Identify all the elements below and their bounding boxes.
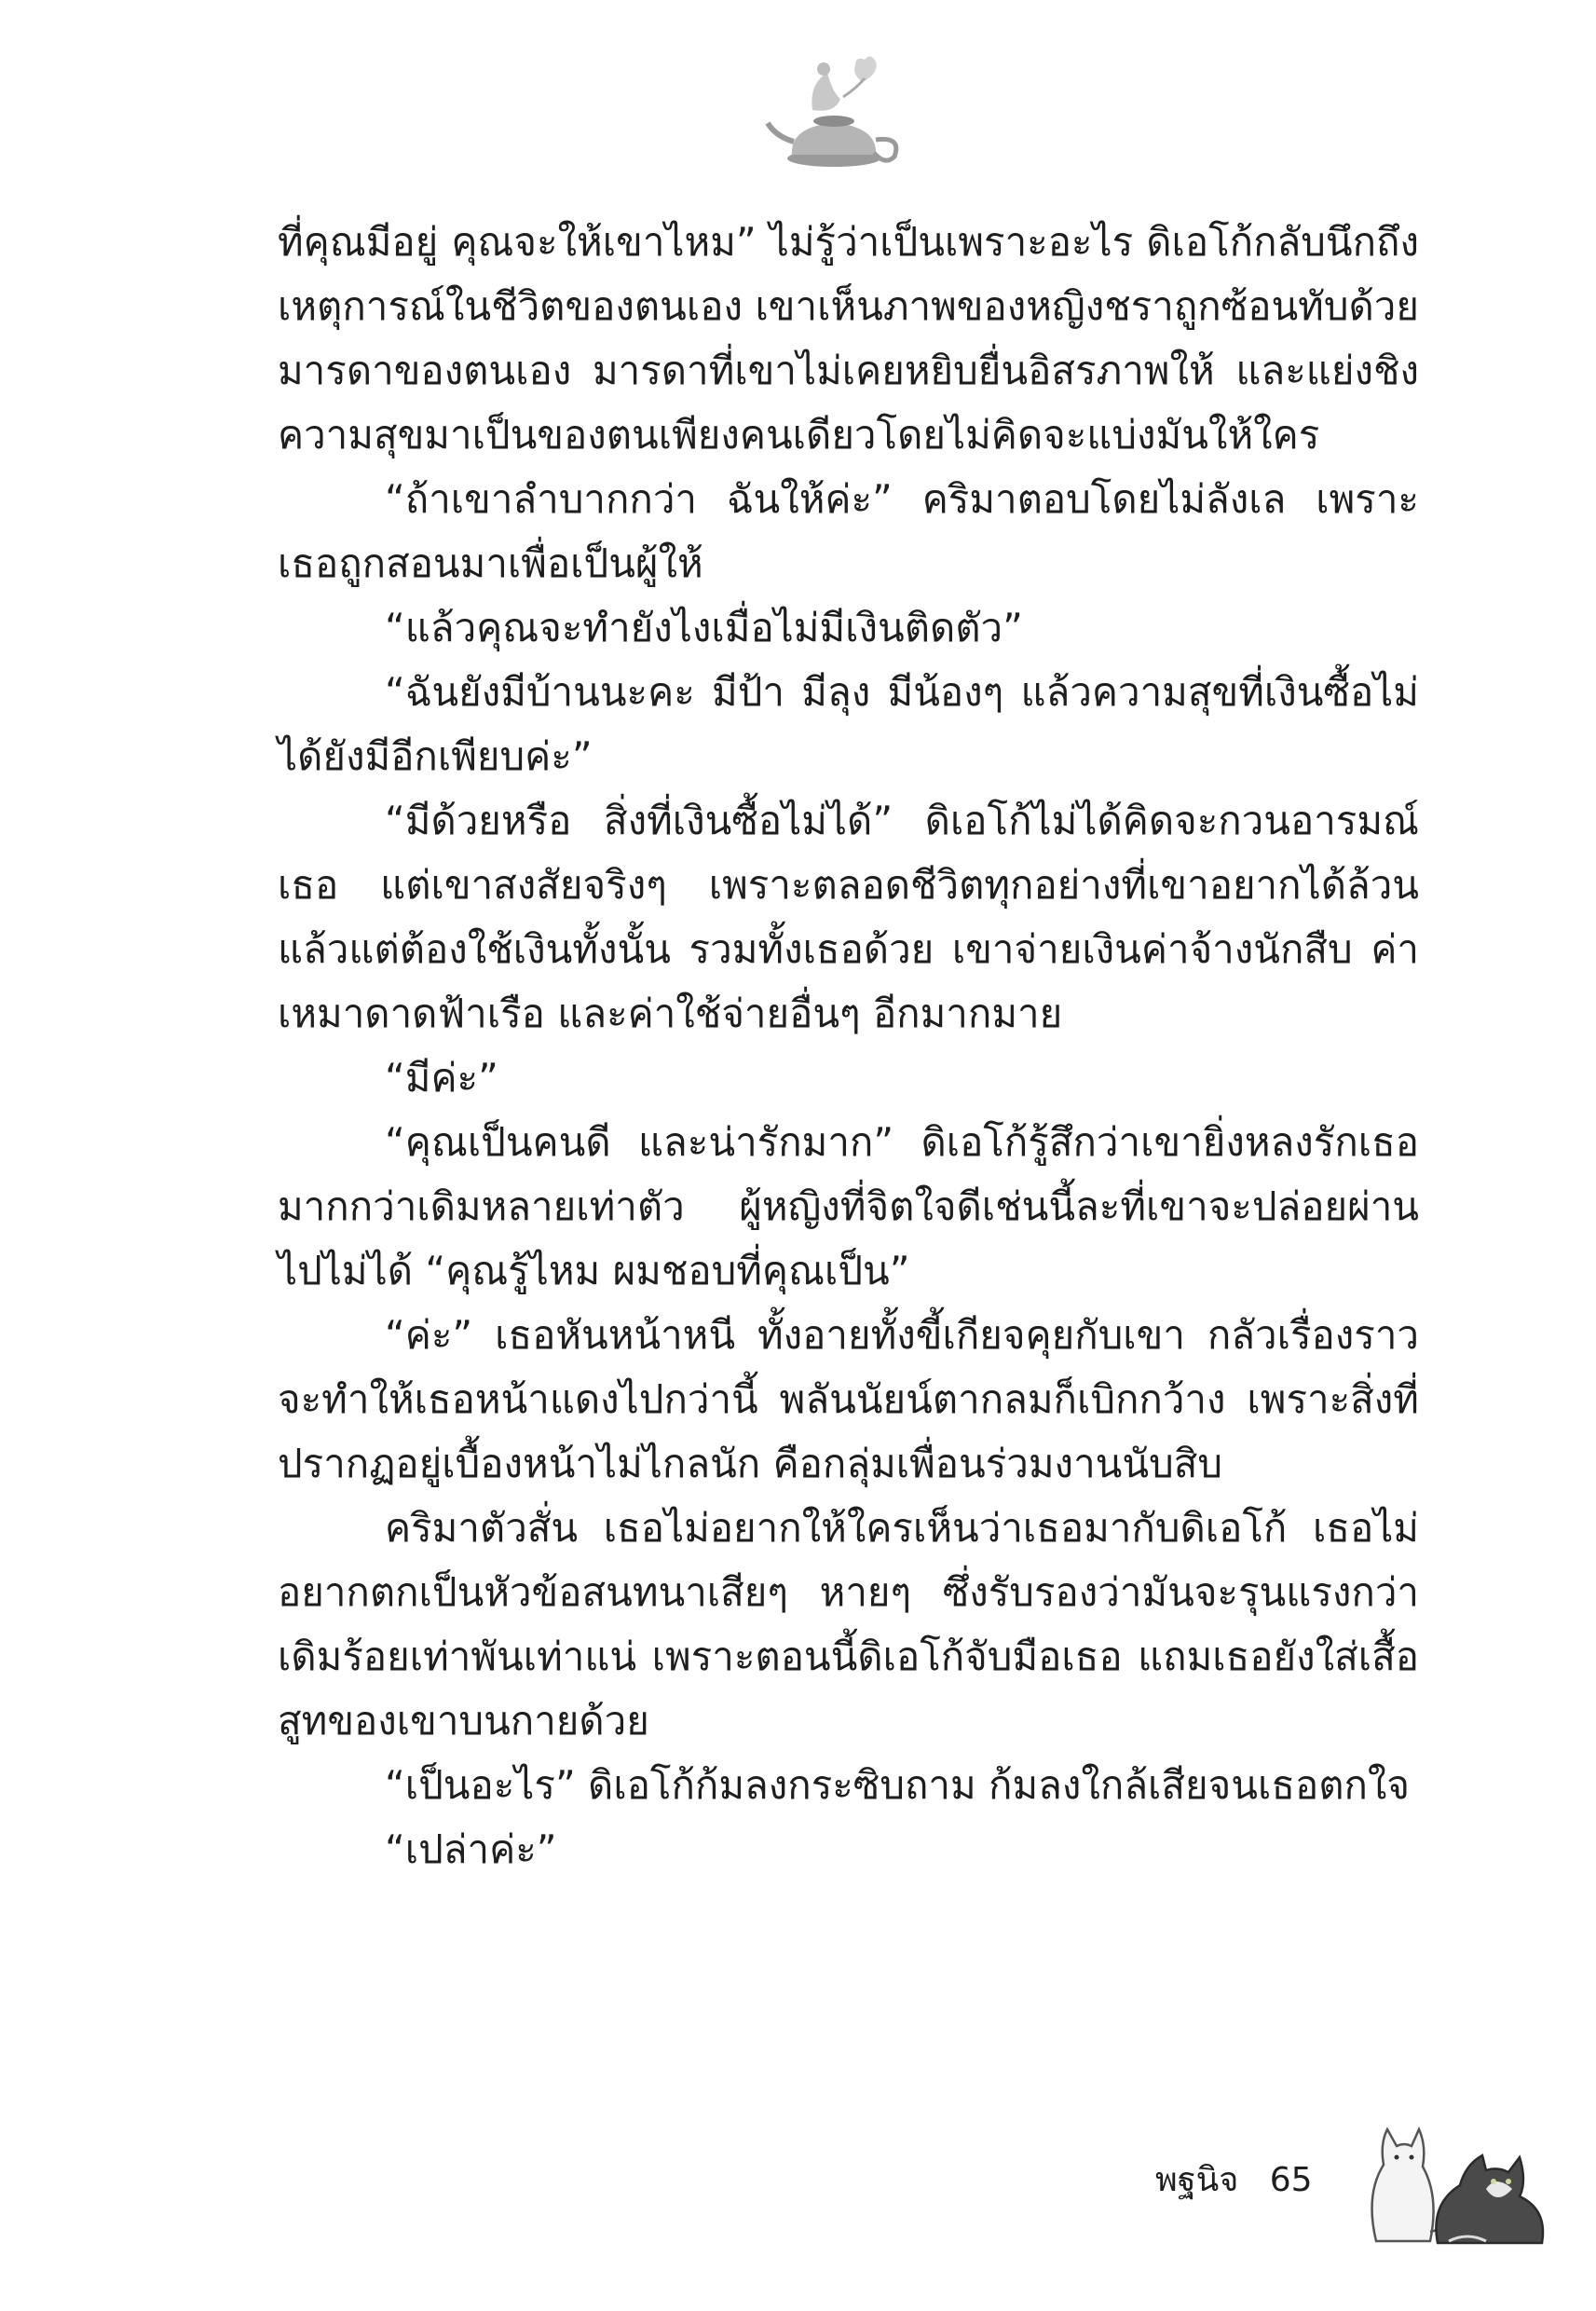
- paragraph-1: ที่คุณมีอยู่ คุณจะให้เขาไหม” ไม่รู้ว่าเป็นเพราะอะไร ดิเอโก้กลับนึกถึงเหตุการณ์ในชีวิตของตนเอง เขาเห็นภาพของหญิงชราถูกซ้อนทับด้วยมารดาของตนเอง มารดาที่เขาไม่เคยหยิบยื่นอิสรภาพให้ และแย่งชิงความสุขมาเป็นของตนเพียงคนเดียวโดยไม่คิดจะแบ่งมันให้ใคร: [278, 219, 1419, 458]
- paragraph-7: “คุณเป็นคนดี และน่ารักมาก” ดิเอโก้รู้สึกว่าเขายิ่งหลงรักเธอมากกว่าเดิมหลายเท่าตัว ผู้หญิงที่จิตใจดีเช่นนี้ละที่เขาจะปล่อยผ่านไปไม่ได้ “คุณรู้ไหม ผมชอบที่คุณเป็น”: [278, 1119, 1419, 1293]
- paragraph-6: “มีค่ะ”: [385, 1055, 498, 1101]
- paragraph-11: “เปล่าค่ะ”: [385, 1826, 557, 1872]
- paragraph-3: “แล้วคุณจะทำยังไงเมื่อไม่มีเงินติดตัว”: [385, 605, 1023, 650]
- paragraph-4: “ฉันยังมีบ้านนะคะ มีป้า มีลุง มีน้องๆ แล้วความสุขที่เงินซื้อไม่ได้ยังมีอีกเพียบค่ะ”: [278, 669, 1419, 779]
- teapot-heart-ornament-icon: [755, 54, 913, 175]
- page-footer: [1155, 2153, 1333, 2206]
- page-number: 65: [1269, 2161, 1313, 2199]
- body-text: [278, 210, 1419, 1881]
- paragraph-8: “ค่ะ” เธอหันหน้าหนี ทั้งอายทั้งขี้เกียจคุยกับเขา กลัวเรื่องราวจะทำให้เธอหน้าแดงไปกว่านี้ พลันนัยน์ตากลมก็เบิกกว้าง เพราะสิ่งที่ปรากฏอยู่เบื้องหน้าไม่ไกลนัก คือกลุ่มเพื่อนร่วมงานนับสิบ: [278, 1312, 1419, 1486]
- paragraph-2: “ถ้าเขาลำบากกว่า ฉันให้ค่ะ” คริมาตอบโดยไม่ลังเล เพราะเธอถูกสอนมาเพื่อเป็นผู้ให้: [278, 476, 1419, 586]
- paragraph-5: “มีด้วยหรือ สิ่งที่เงินซื้อไม่ได้” ดิเอโก้ไม่ได้คิดจะกวนอารมณ์เธอ แต่เขาสงสัยจริงๆ เพราะตลอดชีวิตทุกอย่างที่เขาอยากได้ล้วนแล้วแต่ต้องใช้เงินทั้งนั้น รวมทั้งเธอด้วย เขาจ่ายเงินค่าจ้างนักสืบ ค่าเหมาดาดฟ้าเรือ และค่าใช้จ่ายอื่นๆ อีกมากมาย: [278, 798, 1419, 1036]
- author-name: พฐนิจ: [1155, 2161, 1239, 2199]
- two-cats-icon: [1356, 2092, 1551, 2250]
- paragraph-10: “เป็นอะไร” ดิเอโก้ก้มลงกระซิบถาม ก้มลงใกล้เสียจนเธอตกใจ: [385, 1762, 1411, 1808]
- paragraph-9: คริมาตัวสั่น เธอไม่อยากให้ใครเห็นว่าเธอมากับดิเอโก้ เธอไม่อยากตกเป็นหัวข้อสนทนาเสียๆ หายๆ ซึ่งรับรองว่ามันจะรุนแรงกว่าเดิมร้อยเท่าพันเท่าแน่ เพราะตอนนี้ดิเอโก้จับมือเธอ แถมเธอยังใส่เสื้อสูทของเขาบนกายด้วย: [278, 1505, 1419, 1744]
